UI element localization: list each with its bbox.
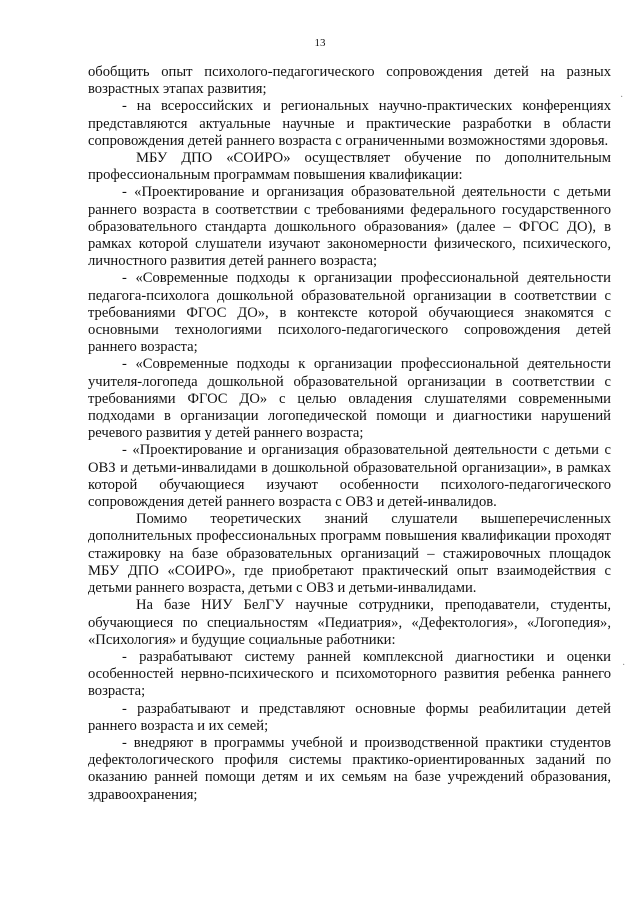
paragraph: - на всероссийских и региональных научно-практических конференциях представляются актуальные научные и практические разработки в области сопровождения детей раннего возраста с ограниченными возможностями здоровья.	[88, 98, 611, 149]
paragraph: На базе НИУ БелГУ научные сотрудники, преподаватели, студенты, обучающиеся по специальностям «Педиатрия», «Дефектология», «Логопедия», «Психология» и будущие социальные работники:	[88, 597, 611, 648]
paragraph: МБУ ДПО «СОИРО» осуществляет обучение по дополнительным профессиональным программам повышения квалификации:	[88, 150, 611, 184]
paragraph: - внедряют в программы учебной и производственной практики студентов дефектологического профиля системы практико-ориентированных заданий по оказанию ранней помощи детям и их семьям на базе учреждений образования, здравоохранения;	[88, 734, 611, 803]
paragraph: - разрабатывают систему ранней комплексной диагностики и оценки особенностей нервно-психического и психомоторного развития ребенка раннего возраста;	[88, 648, 611, 700]
paragraph: - «Проектирование и организация образовательной деятельности с детьми с ОВЗ и детьми-инвалидами в дошкольной образовательной организации», в рамках которой обучающиеся изучают особенности психолого-педагогического сопровождения детей раннего возраста с ОВЗ и детей-инвалидов.	[88, 442, 611, 511]
paragraph: Помимо теоретических знаний слушатели вышеперечисленных дополнительных профессиональных программ повышения квалификации проходят стажировку на базе образовательных организаций – стажировочных площадок МБУ ДПО «СОИРО», где приобретают практический опыт взаимодействия с детьми раннего возраста, детьми с ОВЗ и детьми-инвалидами.	[88, 511, 611, 597]
document-body	[88, 64, 611, 804]
paragraph: - разрабатывают и представляют основные формы реабилитации детей раннего возраста и их семей;	[88, 700, 611, 734]
paragraph: - «Проектирование и организация образовательной деятельности с детьми раннего возраста в соответствии с требованиями федерального государственного образовательного стандарта дошкольного образования» (далее – ФГОС ДО), в рамках которой слушатели изучают закономерности физического, психического, личностного развития детей раннего возраста;	[88, 184, 611, 270]
scan-speck: ·	[622, 660, 626, 671]
scan-speck: ·	[620, 92, 624, 103]
paragraph: - «Современные подходы к организации профессиональной деятельности учителя-логопеда дошкольной образовательной организации в соответствии с требованиями ФГОС ДО» с целью овладения слушателями современными подходами в организации логопедической помощи и диагностики нарушений речевого развития у детей раннего возраста;	[88, 356, 611, 442]
page-number: 13	[314, 37, 326, 49]
paragraph: - «Современные подходы к организации профессиональной деятельности педагога-психолога дошкольной образовательной организации в соответствии с требованиями ФГОС ДО», в контексте которой обучающиеся знакомятся с основными технологиями психолого-педагогического сопровождения детей раннего возраста;	[88, 270, 611, 356]
paragraph: обобщить опыт психолого-педагогического сопровождения детей на разных возрастных этапах развития;	[88, 64, 611, 98]
